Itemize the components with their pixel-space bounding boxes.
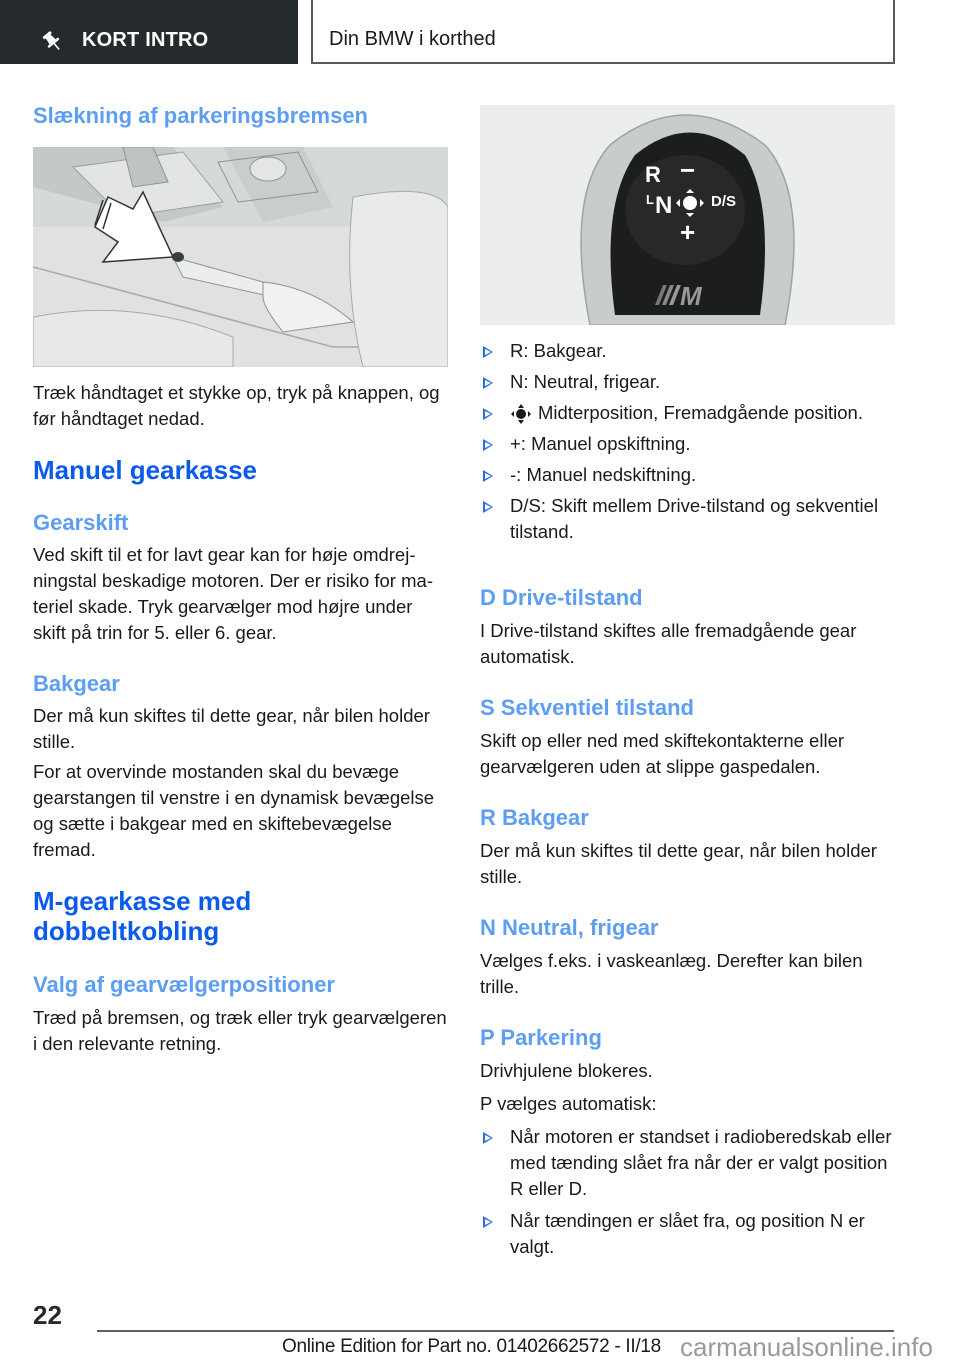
list-item: Midterposition, Fremadgående position. bbox=[480, 400, 895, 426]
svg-text:−: − bbox=[680, 155, 696, 185]
drive-mode-text: I Drive-tilstand skiftes alle fremadgående gear automatisk. bbox=[480, 620, 857, 667]
chapter-tab-label: KORT INTRO bbox=[82, 29, 209, 51]
parking-brake-instructions: Træk håndtaget et stykke op, tryk på knappen, og før håndtaget nedad. bbox=[33, 382, 440, 429]
list-item: Når tændingen er slået fra, og position N er valgt. bbox=[480, 1208, 895, 1260]
p-conditions-list bbox=[480, 1124, 895, 1264]
bullet-triangle-icon bbox=[483, 501, 493, 513]
heading-n-neutral: N Neutral, frigear bbox=[480, 915, 659, 940]
heading-manual-gearbox: Manuel gearkasse bbox=[33, 455, 258, 485]
r-reverse-text: Der må kun skiftes til dette gear, når bilen holder stille. bbox=[480, 840, 877, 887]
p-parking-text-2: P vælges automatisk: bbox=[480, 1093, 657, 1114]
selector-positions-text: Træd på bremsen, og træk eller tryk gearvælgeren i den relevante retning. bbox=[33, 1007, 447, 1054]
list-item: N: Neutral, frigear. bbox=[480, 369, 895, 395]
heading-m-dct: M-gearkasse med dobbeltkobling bbox=[33, 886, 252, 946]
gear-positions-list bbox=[480, 338, 895, 550]
sequential-mode-text: Skift op eller ned med skiftekontakterne eller gearvælgeren uden at slippe gaspedalen. bbox=[480, 730, 845, 777]
svg-text:N: N bbox=[655, 192, 673, 219]
edition-info: Online Edition for Part no. 01402662572 - II/18 bbox=[282, 1336, 661, 1357]
bullet-triangle-icon bbox=[483, 470, 493, 482]
heading-selector-positions: Valg af gearvælgerpositioner bbox=[33, 972, 335, 997]
gear-selector-illustration bbox=[480, 105, 895, 325]
svg-text:+: + bbox=[680, 217, 696, 247]
svg-text:D/S: D/S bbox=[711, 193, 737, 210]
bullet-triangle-icon bbox=[483, 408, 493, 420]
page-number: 22 bbox=[33, 1300, 62, 1330]
list-item: Når motoren er standset i radioberedskab eller med tænding slået fra når der er valgt position R eller D. bbox=[480, 1124, 895, 1202]
heading-r-reverse: R Bakgear bbox=[480, 805, 589, 830]
parking-brake-illustration bbox=[33, 147, 448, 367]
bullet-triangle-icon bbox=[483, 1216, 493, 1228]
heading-sequential-mode: S Sekventiel tilstand bbox=[480, 695, 694, 720]
section-breadcrumb bbox=[311, 0, 895, 64]
list-item: R: Bakgear. bbox=[480, 338, 895, 364]
bullet-triangle-icon bbox=[483, 1132, 493, 1144]
svg-text:R: R bbox=[645, 162, 661, 187]
svg-text:L: L bbox=[646, 192, 654, 207]
heading-p-parking: P Parkering bbox=[480, 1025, 602, 1050]
center-position-icon bbox=[510, 403, 532, 425]
heading-reverse-gear: Bakgear bbox=[33, 671, 120, 696]
pushpin-icon bbox=[40, 30, 64, 52]
bullet-triangle-icon bbox=[483, 346, 493, 358]
svg-text:M: M bbox=[680, 281, 702, 311]
heading-drive-mode: D Drive-tilstand bbox=[480, 585, 643, 610]
list-item: +: Manuel opskiftning. bbox=[480, 431, 895, 457]
heading-parking-brake-release: Slækning af parkeringsbremsen bbox=[33, 103, 368, 128]
list-item: D/S: Skift mellem Drive-tilstand og sekventiel tilstand. bbox=[480, 493, 895, 545]
watermark: carmanualsonline.info bbox=[680, 1332, 933, 1362]
gear-knob-drawing bbox=[480, 105, 895, 325]
bullet-triangle-icon bbox=[483, 377, 493, 389]
p-parking-text-1: Drivhjulene blokeres. bbox=[480, 1060, 653, 1081]
bullet-triangle-icon bbox=[483, 439, 493, 451]
list-item: -: Manuel nedskiftning. bbox=[480, 462, 895, 488]
parking-brake-drawing bbox=[33, 147, 448, 367]
reverse-gear-text-1: Der må kun skiftes til dette gear, når bilen holder stille. bbox=[33, 705, 430, 752]
chapter-tab[interactable] bbox=[0, 0, 298, 64]
heading-gear-shift: Gearskift bbox=[33, 510, 129, 535]
section-title: Din BMW i korthed bbox=[329, 28, 496, 50]
reverse-gear-text-2: For at overvinde mostanden skal du bevæge gearstangen til venstre i en dynamisk bevægelse og sætte i bakgear med en skiftebevægelse fremad. bbox=[33, 761, 435, 860]
gear-shift-text: Ved skift til et for lavt gear kan for høje omdrejningstal beskadige motoren. Der er risiko for materiel skade. Tryk gearvælger mod højre under skift på trin for 5. eller 6. gear. bbox=[33, 544, 433, 643]
n-neutral-text: Vælges f.eks. i vaskeanlæg. Derefter kan bilen trille. bbox=[480, 950, 863, 997]
